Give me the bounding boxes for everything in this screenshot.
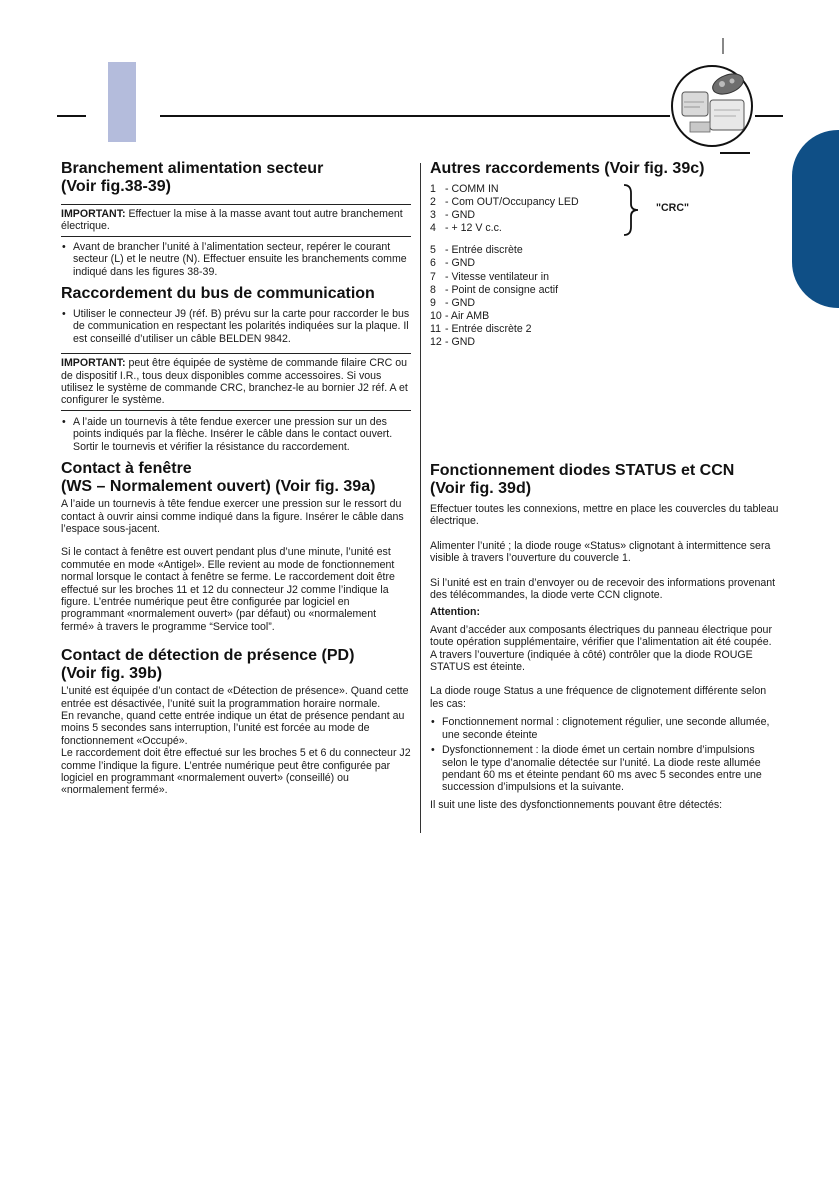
unit-photo-icon xyxy=(670,62,756,152)
list-item: 12 - GND xyxy=(430,336,476,349)
section-subtitle: (WS – Normalement ouvert) (Voir fig. 39a) xyxy=(61,478,376,496)
important-note xyxy=(61,357,411,407)
section-subtitle: (Voir fig. 39d) xyxy=(430,480,532,497)
divider xyxy=(61,236,411,237)
list-item: 11 - Entrée discrète 2 xyxy=(430,322,532,335)
paragraph: Si le contact à fenêtre est ouvert pendant plus d’une minute, l’unité est commutée en mode «Antigel». Elle revient au mode de fonctionnement normal lorsque le contact à fenêtre se ferme. Le raccordement doit être effectué sur les broches 11 et 12 du connecteur J2 comme l’indique la figure. L’entrée numérique peut être configurée par logiciel en programmant «normalement ouvert» (par défaut) ou «normalement fermé» à travers le programme “Service tool”. xyxy=(61,546,395,633)
paragraph: Il suit une liste des dysfonctionnements pouvant être détectés: xyxy=(430,798,723,811)
header-rule-left xyxy=(57,115,86,117)
paragraph: Avant d’accéder aux composants électriques du panneau électrique pour toute opération supplémentaire, vérifier que l’alimentation ait été coupée. A travers l’ouverture (indiquée à côté) contrôler que la diode ROUGE STATUS est éteinte. xyxy=(430,623,772,674)
crc-label: "CRC" xyxy=(656,202,689,214)
important-note xyxy=(61,208,411,233)
header-rule-right xyxy=(755,115,783,117)
section-title: Contact à fenêtre xyxy=(61,460,192,478)
section-presence-contact xyxy=(61,647,411,797)
important-text: Effectuer la mise à la masse avant tout autre branchement électrique. xyxy=(61,208,403,233)
paragraph: En revanche, quand cette entrée indique un état de présence pendant au moins 5 secondes sans interruption, l’unité est forcée au mode de fonctionnement «Occupé». xyxy=(61,709,405,747)
section-status-leds xyxy=(430,462,780,811)
section-subtitle: (Voir fig.38-39) xyxy=(61,178,171,195)
section-window-contact xyxy=(61,460,411,633)
section-title: Raccordement du bus de communication xyxy=(61,285,375,303)
list-item: • Dysfonctionnement : la diode émet un certain nombre d’impulsions selon le type d’anomalie détectée sur l’unité. La diode reste allumée pendant 60 ms et éteinte pendant 60 ms avec 5 secondes entre une succession d’impulsions et la suivante. xyxy=(430,744,780,794)
page-corner-mark xyxy=(722,38,724,54)
section-tab xyxy=(108,62,136,142)
paragraph: A l’aide un tournevis à tête fendue exercer une pression sur le ressort du contact à ouvrir ainsi comme indiqué dans la figure. Insérer le câble dans l’espace sous-jacent. xyxy=(61,498,404,535)
pin-list xyxy=(430,244,780,349)
right-column xyxy=(430,160,780,811)
list-item: 4 - + 12 V c.c. xyxy=(430,222,502,235)
attention-label: Attention: xyxy=(430,606,481,619)
list-item: • A l’aide un tournevis à tête fendue exercer une pression sur un des points indiqués par la flèche. Insérer le câble dans le contact ouvert. Sortir le tournevis et vérifier la résistance du raccordement. xyxy=(61,416,411,453)
paragraph: La diode rouge Status a une fréquence de clignotement différente selon les cas: xyxy=(430,685,767,710)
section-bus xyxy=(61,285,411,453)
paragraph: Le raccordement doit être effectué sur les broches 5 et 6 du connecteur J2 comme l’indique la figure. L’entrée numérique peut être configurée par logiciel en programmant «normalement ouvert» (conseillé) ou «normalement fermé». xyxy=(61,747,411,797)
list-item: 10 - Air AMB xyxy=(430,309,490,322)
paragraph: Si l’unité est en train d’envoyer ou de recevoir des informations provenant des télécommandes, la diode verte CCN clignote. xyxy=(430,576,776,602)
paragraph: L’unité est équipée d’un contact de «Détection de présence». Quand cette entrée est désactivée, l’unité suit la programmation horaire normale. xyxy=(61,685,409,710)
list-item: 3 - GND xyxy=(430,209,476,222)
list-item: 5 - Entrée discrète xyxy=(430,244,523,257)
list-item: 8 - Point de consigne actif xyxy=(430,283,559,296)
divider xyxy=(61,204,411,205)
list-item: • Utiliser le connecteur J9 (réf. B) prévu sur la carte pour raccorder le bus de communication en respectant les polarités indiquées sur la plaque. Il est conseillé d’utiliser un câble BELDEN 9842. xyxy=(61,308,411,345)
column-divider xyxy=(420,163,421,833)
section-title: Branchement alimentation secteur xyxy=(61,160,324,177)
photo-underline xyxy=(720,152,750,154)
section-other-connections xyxy=(430,160,780,349)
section-power xyxy=(61,160,411,278)
brace-icon xyxy=(620,183,644,237)
section-title: Contact de détection de présence (PD) xyxy=(61,647,355,665)
divider xyxy=(61,410,411,411)
divider xyxy=(61,353,411,354)
list-item: 7 - Vitesse ventilateur in xyxy=(430,270,550,283)
paragraph: Alimenter l’unité ; la diode rouge «Status» clignotant à intermittence sera visible à travers l’ouverture du couvercle 1. xyxy=(430,539,771,565)
section-subtitle: (Voir fig. 39b) xyxy=(61,665,163,683)
section-title: Fonctionnement diodes STATUS et CCN xyxy=(430,462,735,479)
list-item: 6 - GND xyxy=(430,257,476,270)
list-item: • Avant de brancher l’unité à l’alimentation secteur, repérer le courant secteur (L) et le neutre (N). Effectuer ensuite les branchements comme indiqué dans les figures 38-39. xyxy=(61,241,411,278)
list-item: 9 - GND xyxy=(430,296,476,309)
list-item: 2 - Com OUT/Occupancy LED xyxy=(430,196,579,209)
important-label: IMPORTANT: xyxy=(61,208,126,220)
pin-list-crc xyxy=(430,183,780,235)
side-chapter-tab xyxy=(792,130,839,308)
important-label: IMPORTANT: xyxy=(61,357,126,370)
important-text: peut être équipée de système de commande filaire CRC ou de dispositif I.R., tous deux disponibles comme accessoires. Si vous utilisez le système de commande CRC, branchez-le au bornier J2 réf. A et configurer le système. xyxy=(61,357,408,407)
paragraph: Effectuer toutes les connexions, mettre en place les couvercles du tableau électrique. xyxy=(430,503,779,528)
list-item: 1 - COMM IN xyxy=(430,183,499,195)
list-item: • Fonctionnement normal : clignotement régulier, une seconde allumée, une seconde éteinte xyxy=(430,716,780,741)
section-title: Autres raccordements (Voir fig. 39c) xyxy=(430,160,705,177)
header-rule-main xyxy=(160,115,670,117)
left-column xyxy=(61,160,411,797)
